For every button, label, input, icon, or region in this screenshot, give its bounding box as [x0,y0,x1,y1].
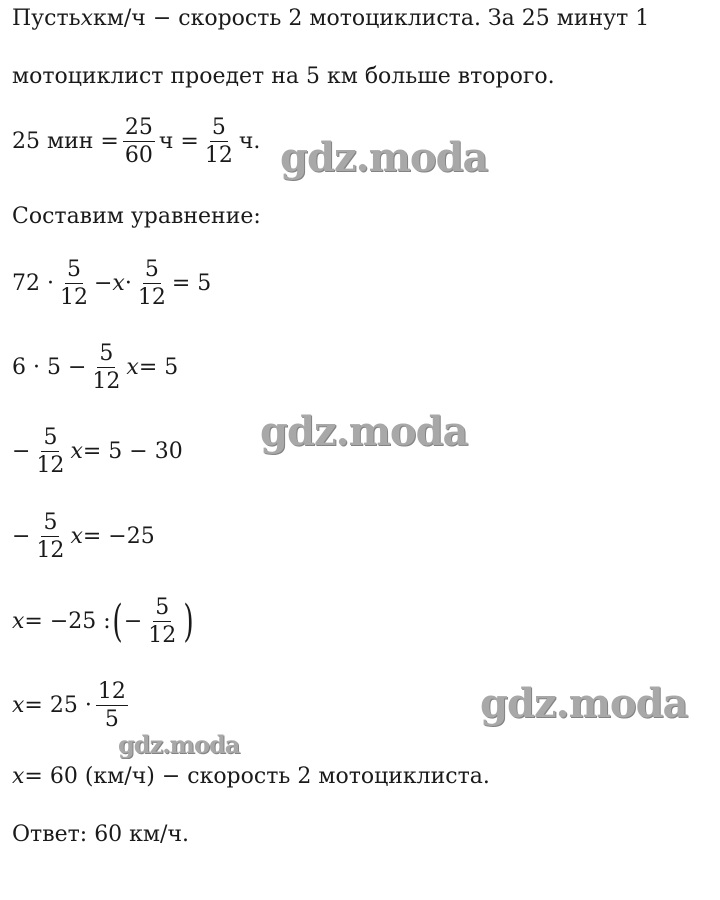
equation-step-4: − $\frac{5}{12}$ x = −25 [12,510,155,564]
fraction-5-12: $\frac{5}{12}$ [148,595,177,649]
equation-step-2: 6 · 5 − $\frac{5}{12}$ x = 5 [12,341,179,395]
watermark-logo: gdz.moda [260,408,468,455]
line-compose-equation: Составим уравнение: [12,204,261,229]
fraction-5-12: $\frac{5}{12}$ [59,257,88,311]
watermark-logo: gdz.moda [118,730,240,759]
fraction-25-60: $\frac{25}{60}$ [124,115,153,169]
equation-result: x = 60 (км/ч) − скорость 2 мотоциклиста. [12,764,490,789]
fraction-12-5: $\frac{12}{5}$ [97,679,126,733]
line-problem-intro-1: Пусть x км/ч − скорость 2 мотоциклиста. За 25 минут 1 [12,6,650,31]
watermark-logo: gdz.moda [280,134,488,181]
line-time-conversion: 25 мин = $\frac{25}{60}$ ч = $\frac{5}{12}$ ч. [12,115,261,169]
var-x: x [80,6,94,31]
fraction-5-12: $\frac{5}{12}$ [137,257,166,311]
fraction-5-12: $\frac{5}{12}$ [92,341,121,395]
line-problem-intro-2: мотоциклист проедет на 5 км больше второго. [12,64,555,89]
equation-step-6: x = 25 · $\frac{12}{5}$ [12,679,126,733]
fraction-5-12: $\frac{5}{12}$ [36,425,65,479]
equation-step-3: − $\frac{5}{12}$ x = 5 − 30 [12,425,183,479]
equation-step-1: 72 · $\frac{5}{12}$ − x · $\frac{5}{12}$ = 5 [12,257,212,311]
fraction-5-12: $\frac{5}{12}$ [204,115,233,169]
watermark-logo: gdz.moda [480,680,688,727]
answer-line: Ответ: 60 км/ч. [12,822,189,847]
fraction-5-12: $\frac{5}{12}$ [36,510,65,564]
equation-step-5: x = −25 : ( − $\frac{5}{12}$ ) [12,595,195,649]
